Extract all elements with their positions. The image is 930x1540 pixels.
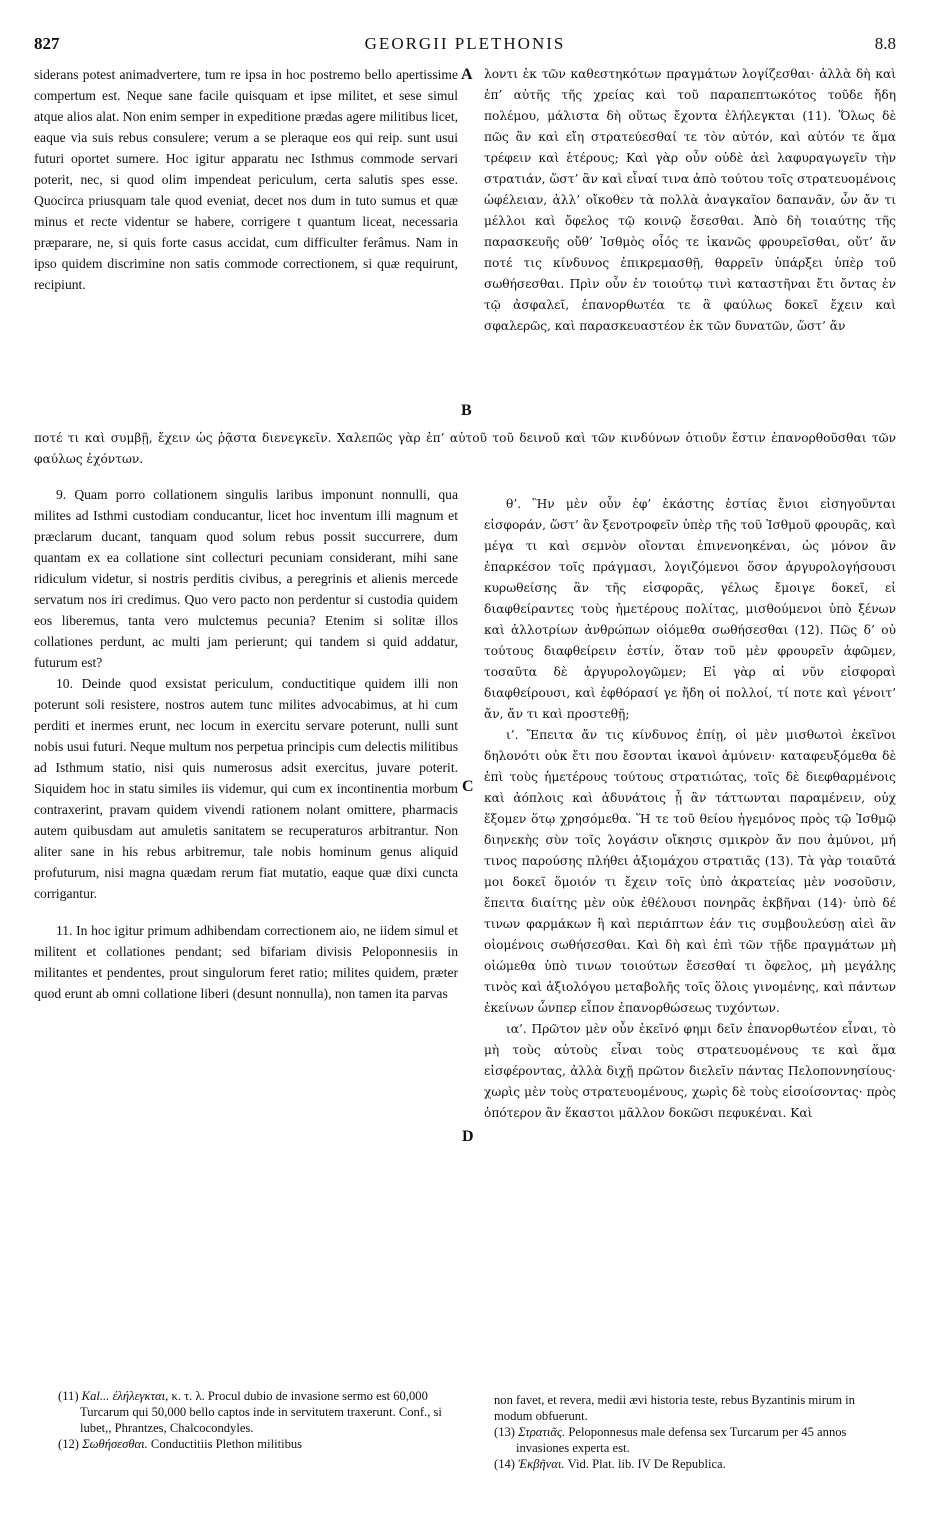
latin-column-top [34, 64, 458, 295]
latin-paragraph: siderans potest animadvertere, tum re ipsa in hoc postremo bello apertissime compertum est. Neque sane facile quisquam et ipse militet, et sese simul atque alios alat. Non enim semper in expeditione prædas agere militibus licet, eaque via suis rebus consulere; verum a se pleraque eos qui reip. sunt usui futuri oportet sumere. Hoc igitur apparatu nec Isthmus commode servari poterit, nec, si quod olim impendeat periculum, certa salutis spes esse. Quocirca priusquam tale quod eveniat, decet nos dum in tuto sumus et quæ minus et recte videntur se habere, corrigere t quantum liceat, necessaria præparare, ne, si quis forte casus accidat, cum difficulter ferâmus. Nam in ipso quidem discrimine non satis commode correctionem, si quæ requirunt, recipiunt. [34, 67, 458, 292]
footnote-number: (13) [494, 1425, 515, 1439]
margin-letter-a: A [461, 66, 473, 83]
footnote-number: (14) [494, 1457, 515, 1471]
latin-section-9: 9. Quam porro collationem singulis laribus imponunt nonnulli, qua milites ad Isthmi custodiam conducantur, licet hoc inventum illi magnum et præclarum ducant, tanquam quod solum rebus possit succurrere, dum quantam ex ea collatione sint collecturi pecuniam considerant, mihi sane ridiculum videtur, si nostris perditis civibus, a peregrinis et alienis mercede servatum nos iri credimus. Quo vero pacto non perdentur si custodia quidem eos liberemus, tanta vero mulctemus pecunia? Etenim si solitæ illos collationes perdunt, ac multi jam perierunt; qui tandem si quid addatur, futurum est? [34, 487, 458, 670]
greek-spanning-line [34, 428, 896, 470]
greek-paragraph: ποτέ τι καὶ συμβῇ, ἔχειν ὡς ῥᾷστα διενεγκεῖν. Χαλεπῶς γὰρ ἐπ’ αὐτοῦ τοῦ δεινοῦ καὶ τῶν κινδύνων ὁτιοῦν ἔστιν ἐπανορθοῦσθαι τῶν φαύλως ἐχόντων. [34, 431, 896, 466]
footnote [58, 1436, 460, 1452]
greek-section-9: θ’. Ἣν μὲν οὖν ἐφ’ ἑκάστης ἑστίας ἔνιοι εἰσηγοῦνται εἰσφοράν, ὥστ’ ἂν ξενοτροφεῖν ὑπὲρ τῆς τοῦ Ἰσθμοῦ φρουρᾶς, καὶ μέγα τι καὶ σεμνὸν οἴονται ἐπινενοηκέναι, ὡς μόνον ἂν ἐπαρκέσον τοῖς πράγμασι, λογιζόμενοι ὅσον ἀργυρολογήσουσι κυρωθείσης ἂν τῆς εἰσφορᾶς, γέλως ἔμοιγε δοκεῖ, εἰ διαφθείραντες τοὺς ἡμετέρους πολίτας, μισθούμενοι ὑπὸ ξένων καὶ ἀλλοτρίων ἀνθρώπων οἰόμεθα σωθήσεσθαι (12). Πῶς δ’ οὐ τούτους διαφθείρειν ἐστίν, ὅταν τοῦ μὲν φρουρεῖν ἀφῶμεν, τοσαῦτα δὲ ἀργυρολογῶμεν; Εἰ γὰρ αἱ νῦν εἰσφοραὶ διαφθείρουσι, καὶ ἐφθόρασί γε ἤδη οἱ πολλοί, τί ποτε καὶ γένοιτ’ ἄν, ἄν τι καὶ προστεθῇ; [484, 497, 896, 721]
footnote-lemma: Στρατιᾶς. [518, 1425, 566, 1439]
greek-column-top [484, 64, 896, 337]
page-number: 827 [34, 34, 60, 53]
latin-section-11: 11. In hoc igitur primum adhibendam correctionem aio, ne iidem simul et militent et collationes pendant; sed bifariam divisis Peloponnesiis in militantes et pendentes, prout singulorum feret ratio; milites quidem, præter quod erunt ab omni collatione liberi (desunt nonnulla), non tamen ita parvas [34, 923, 458, 1001]
footnote [58, 1388, 460, 1436]
footnote-text: Conductitiis Plethon militibus [147, 1437, 303, 1451]
latin-section-10: 10. Deinde quod exsistat periculum, conductitique quidem illi non poterunt soli resistere, nostros autem tunc milites advocabimus, at hi cum perditi et inermes erunt, nec locum in exercitu servare poterunt, nulli sunt nobis usui futuri. Neque multum nos perpetua principis cum delectis militibus ad Isthmum statio, nisi quis numerosus adsit exercitus, juvare poterit. Siquidem hoc in statu similes iis videmur, qui cum ex incontinentia morbum contraxerint, pravam quidem vivendi rationem nolant omittere, pharmacis autem quibusdam aut amuletis sanitatem se recuperaturos arbitrantur. Non aliter sane in his rebus arbitremur, tale nobis hominum genus aliquid profuturum, nisi magna quædam rerum fiat mutatio, eaque quæ dixi cuncta corrigantur. [34, 676, 458, 901]
greek-paragraph: λοντι ἐκ τῶν καθεστηκότων πραγμάτων λογίζεσθαι· ἀλλὰ δὴ καὶ ἐπ’ αὐτῆς τῆς χρείας καὶ τοῦ παραπεπτωκότος τοῦδε ἤδη πολέμου, μάλιστα δὴ οὕτως ἔχοντα ἐλήλεγκται (11). Ὅλως δὲ πῶς ἂν καὶ εἴη στρατεύεσθαί τε τὸν αὐτόν, καὶ αὑτόν τε ἅμα τρέφειν καὶ ἑτέρους; Καὶ γὰρ οὖν οὐδὲ ἀεὶ λαφυραγωγεῖν τὴν στρατιάν, ὥστ’ ἂν καὶ εἶναί τινα ἀπὸ τούτου τοῖς στρατευομένοις ὠφέλειαν, ἀλλ’ οἴκοθεν τὰ πολλὰ ἀναγκαῖον δαπανᾶν, ὧν ἄν τι μέλλοι καὶ ὄφελος τῷ κοινῷ ἔσεσθαι. Ἀπὸ δὴ τοιαύτης τῆς παρασκευῆς οὔθ’ Ἰσθμὸς οἷός τε ἱκανῶς φρουρεῖσθαι, οὔτ’ ἄν ποτέ τις κίνδυνος ἐπικρεμασθῇ, θαρρεῖν ὑπάρξει ὑπὲρ τοῦ σωθήσεσθαι. Πρὶν οὖν ἐν τοιούτῳ τινὶ καταστῆναι ἔτι ὄντας ἐν τῷ ἀσφαλεῖ, ἐπανορθωτέα τε ἃ φαύλως δοκεῖ ἔχειν καὶ σφαλερῶς, καὶ παρασκευαστέον ἐκ τῶν δυνατῶν, ὥστ’ ἄν [484, 67, 896, 333]
margin-letter-d: D [462, 1128, 474, 1145]
footnote-text: , κ. τ. λ. Procul dubio de invasione sermo est 60,000 Turcarum qui 50,000 bello captos inde in servitutem traxerunt. Conf., si lubet,, Phrantzes, Chalcocondyles. [80, 1389, 442, 1435]
running-header [34, 34, 896, 56]
footnote [494, 1424, 896, 1456]
footnote-continuation [494, 1392, 896, 1424]
footnote-lemma: Kal... ἐλήλεγκται [81, 1389, 166, 1403]
footnote-text: non favet, et revera, medii ævi historia teste, rebus Byzantinis mirum in modum obfuerunt. [494, 1393, 855, 1423]
running-title: GEORGII PLETHONIS [364, 34, 566, 53]
footnote-number: (12) [58, 1437, 79, 1451]
section-mark: 8.8 [874, 34, 896, 53]
footnotes-right [494, 1392, 896, 1472]
latin-column-bottom [34, 484, 458, 1004]
footnote-text: Peloponnesus male defensa sex Turcarum per 45 annos invasiones experta est. [516, 1425, 847, 1455]
footnote-number: (11) [58, 1389, 79, 1403]
footnote-lemma: Ἐκβῆναι. [518, 1457, 565, 1471]
footnote-lemma: Σωθήσεσθαι. [82, 1437, 148, 1451]
greek-section-11: ια’. Πρῶτον μὲν οὖν ἐκεῖνό φημι δεῖν ἐπανορθωτέον εἶναι, τὸ μὴ τοὺς αὐτοὺς εἶναι τοὺς στρατευομένους τε καὶ ἅμα εἰσφέροντας, ἀλλὰ διχῇ πρῶτον διελεῖν πάντας Πελοποννησίους· χωρὶς μὲν τοὺς στρατευομένους, χωρὶς δὲ τοὺς εἰσοίσοντας· πρὸς ὁπότερον ἂν ἕκαστοι μᾶλλον δοκῶσι πεφυκέναι. Καὶ [484, 1022, 896, 1120]
margin-letter-b: B [461, 402, 472, 419]
footnote-text: Vid. Plat. lib. IV De Republica. [564, 1457, 726, 1471]
footnote [494, 1456, 896, 1472]
greek-section-10: ι’. Ἔπειτα ἄν τις κίνδυνος ἐπίῃ, οἱ μὲν μισθωτοὶ ἐκεῖνοι δηλονότι οὐκ ἔτι που ἔσονται ἱκανοὶ ἀμύνειν· καταφευξόμεθα δὲ ἐπὶ τοὺς ἡμετέρους τούτους στρατιώτας, τοῖς δὲ διεφθαρμένοις καὶ ἀόπλοις καὶ ἀδυνάτοις ᾗ ἂν τάττωνται παραμένειν, οὐχ ἕξομεν ὅτῳ χρησόμεθα. Ἥ τε τοῦ θείου ἡγεμόνος πρὸς τῷ Ἰσθμῷ διηνεκὴς σὺν τοῖς λογάσιν οἴκησις σμικρὸν ἄν που ἀμύνοι, μή τινος παρούσης πλήθει ἀξιομάχου στρατιᾶς (13). Τὰ γὰρ τοιαῦτά μοι δοκεῖ ὅμοιόν τι ἔχειν τοῖς ὑπὸ ἀκρατείας μὲν νοσοῦσιν, ἔπειτα διαίτης μὲν οὐκ ἐθέλουσι πονηρᾶς ἐκβῆναι (14)· ὑπὸ δέ τινων φαρμάκων ἢ καὶ περιάπτων ἐάν τις συμβουλεύσῃ αἰεὶ ἂν οἰομένοις σωθήσεσθαι. Καὶ δὴ καὶ ἐπὶ τῶν τῇδε πραγμάτων μὴ οἰώμεθα ὑπὸ τινων τοιούτων ἔσεσθαί τι ὄφελος, μὴ μεγάλης τινὸς καὶ ἀξιολόγου μεταβολῆς τοῖς ὅλοις γινομένης, καὶ πάντων ἐκείνων ὧνπερ εἶπον ἐπανορθώσεως τυχόντων. [484, 728, 896, 1015]
greek-column-bottom [484, 494, 896, 1124]
margin-letter-c: C [462, 778, 474, 795]
footnotes-left [58, 1388, 460, 1452]
